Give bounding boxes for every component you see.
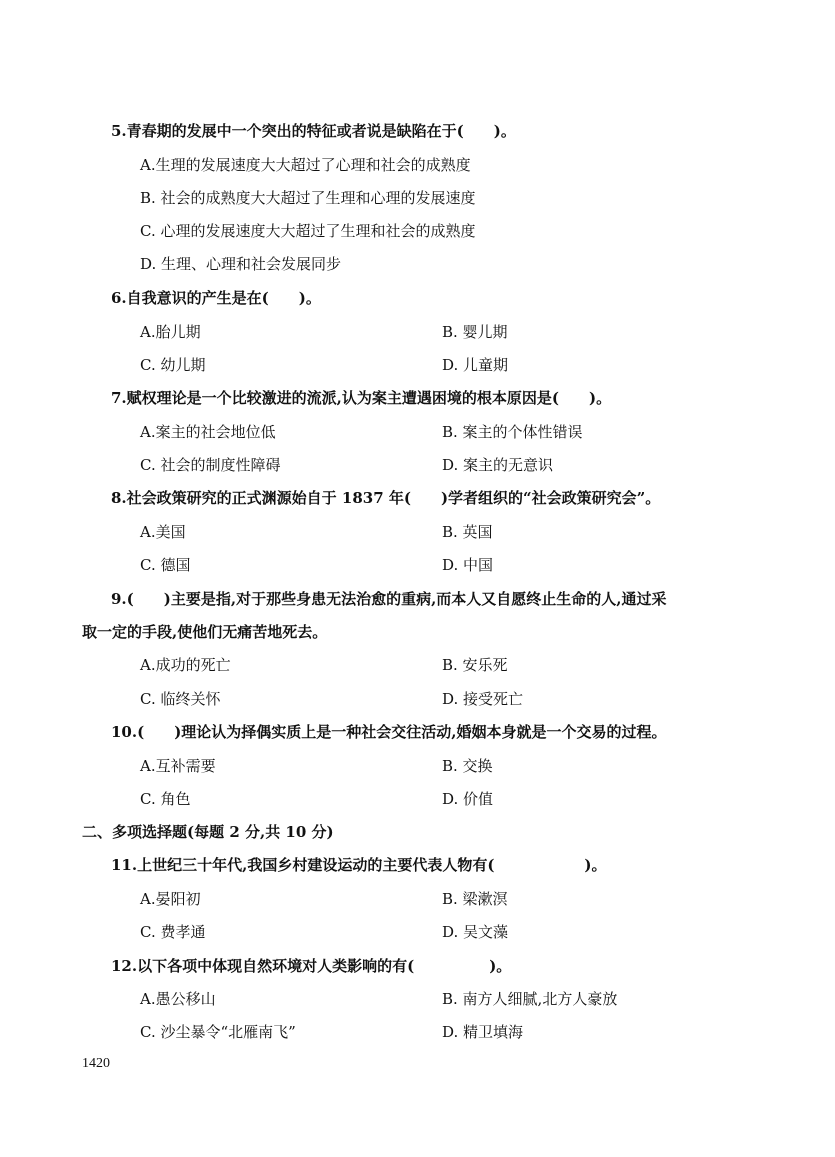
question-11-option-d: D. 吴文藻: [442, 923, 509, 941]
question-11-option-c: C. 费孝通: [140, 923, 206, 941]
section-2-heading: 二、多项选择题(每题 2 分,共 10 分): [82, 823, 334, 841]
question-6-stem: 6.自我意识的产生是在( )。: [111, 289, 321, 307]
question-5-option-a: A.生理的发展速度大大超过了心理和社会的成熟度: [140, 156, 471, 174]
question-12-option-b: B. 南方人细腻,北方人豪放: [442, 990, 618, 1008]
question-7-stem: 7.赋权理论是一个比较激进的流派,认为案主遭遇困境的根本原因是( )。: [111, 389, 612, 407]
question-8-stem: 8.社会政策研究的正式渊源始自于 1837 年( )学者组织的“社会政策研究会”。: [111, 489, 661, 507]
question-11-stem: 11.上世纪三十年代,我国乡村建设运动的主要代表人物有( )。: [111, 856, 607, 874]
question-7-option-c: C. 社会的制度性障碍: [140, 456, 281, 474]
question-12-option-d: D. 精卫填海: [442, 1023, 524, 1041]
question-9-option-b: B. 安乐死: [442, 656, 508, 674]
question-5-stem: 5.青春期的发展中一个突出的特征或者说是缺陷在于( )。: [111, 122, 516, 140]
question-6-option-a: A.胎儿期: [140, 323, 201, 341]
question-11-option-b: B. 梁漱溟: [442, 890, 508, 908]
question-6-option-d: D. 儿童期: [442, 356, 509, 374]
question-6-option-b: B. 婴儿期: [442, 323, 508, 341]
question-9-stem-line2: 取一定的手段,使他们无痛苦地死去。: [82, 623, 328, 641]
page-number: 1420: [82, 1056, 110, 1071]
question-5-option-b: B. 社会的成熟度大大超过了生理和心理的发展速度: [140, 189, 476, 207]
question-8-option-d: D. 中国: [442, 556, 494, 574]
question-10-option-a: A.互补需要: [140, 757, 216, 775]
question-5-option-c: C. 心理的发展速度大大超过了生理和社会的成熟度: [140, 222, 476, 240]
question-8-option-b: B. 英国: [442, 523, 493, 541]
question-7-option-b: B. 案主的个体性错误: [442, 423, 583, 441]
question-10-option-b: B. 交换: [442, 757, 493, 775]
question-7-option-d: D. 案主的无意识: [442, 456, 554, 474]
question-12-option-a: A.愚公移山: [140, 990, 216, 1008]
question-10-stem: 10.( )理论认为择偶实质上是一种社会交往活动,婚姻本身就是一个交易的过程。: [111, 723, 667, 741]
question-8-option-a: A.美国: [140, 523, 186, 541]
question-9-option-d: D. 接受死亡: [442, 690, 524, 708]
question-11-option-a: A.晏阳初: [140, 890, 201, 908]
question-10-option-d: D. 价值: [442, 790, 494, 808]
question-10-option-c: C. 角色: [140, 790, 191, 808]
question-9-stem-line1: 9.( )主要是指,对于那些身患无法治愈的重病,而本人又自愿终止生命的人,通过采: [111, 590, 667, 608]
question-9-option-a: A.成功的死亡: [140, 656, 231, 674]
question-8-option-c: C. 德国: [140, 556, 191, 574]
question-9-option-c: C. 临终关怀: [140, 690, 221, 708]
question-7-option-a: A.案主的社会地位低: [140, 423, 276, 441]
question-6-option-c: C. 幼儿期: [140, 356, 206, 374]
question-5-option-d: D. 生理、心理和社会发展同步: [140, 255, 342, 273]
question-12-option-c: C. 沙尘暴令“北雁南飞”: [140, 1023, 296, 1041]
question-12-stem: 12.以下各项中体现自然环境对人类影响的有( )。: [111, 957, 512, 975]
